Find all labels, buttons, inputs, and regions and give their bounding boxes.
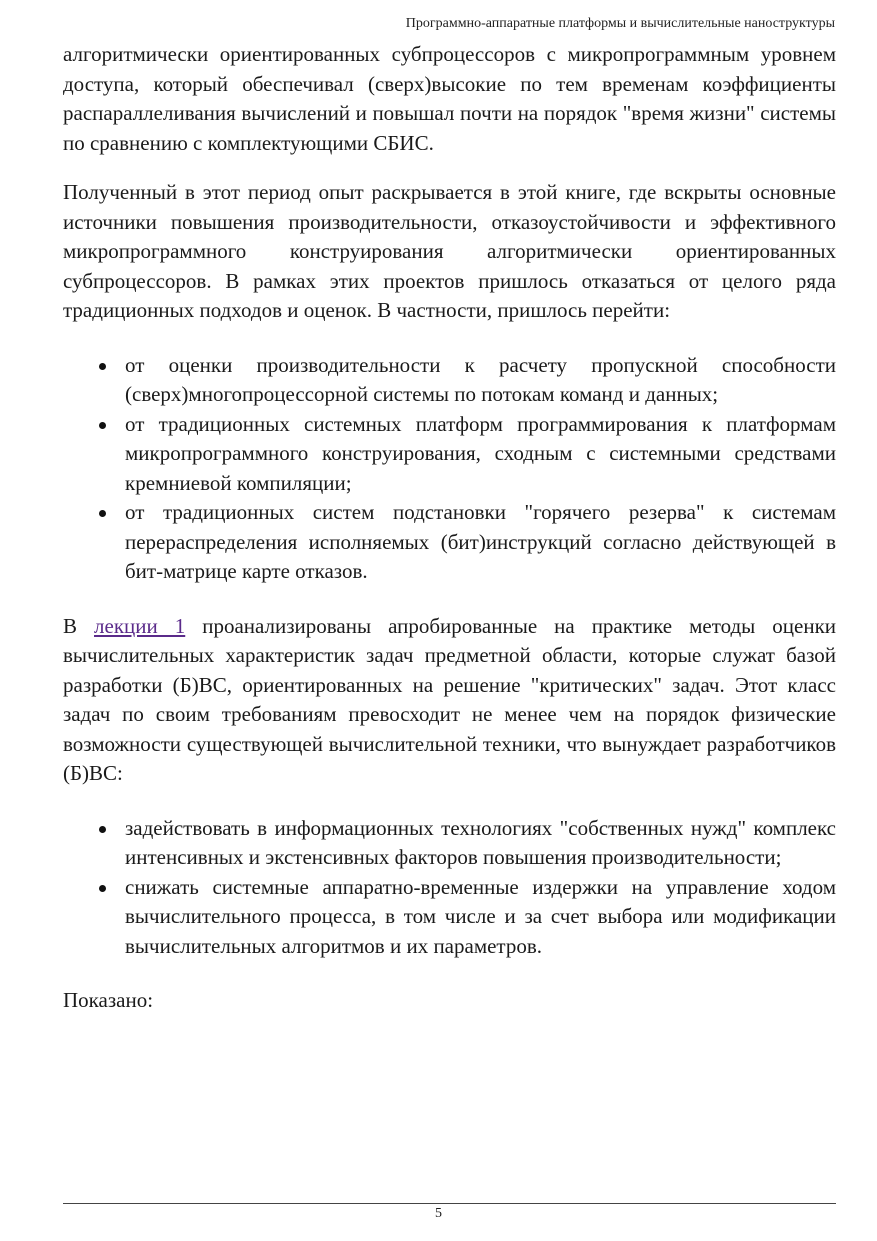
lecture-1-link[interactable]: лекции 1 (94, 613, 186, 638)
list-item: от оценки производительности к расчету пропускной способности (сверх)многопроцессорной системы по потокам команд и данных; (63, 351, 836, 410)
paragraph-3: В лекции 1 проанализированы апробированные на практике методы оценки вычислительных характеристик задач предметной области, которые служат базой разработки (Б)ВС, ориентированных на решение "критических" задач. Этот класс задач по своим требованиям превосходит не менее чем на порядок физические возможности существующей вычислительной техники, что вынуждает разработчиков (Б)ВС: (63, 613, 837, 785)
list-item: от традиционных систем подстановки "горячего резерва" к системам перераспределения исполняемых (бит)инструкций согласно действующей в бит-матрице карте отказов. (63, 498, 836, 587)
bullet-icon (99, 363, 106, 370)
paragraph-1: алгоритмически ориентированных субпроцессоров с микропрограммным уровнем доступа, который обеспечивал (сверх)высокие по тем временам коэффициенты распараллеливания вычислений и повышал почти на порядок "время жизни" системы по сравнению с комплектующими СБИС. (63, 42, 836, 155)
page-body (63, 40, 836, 1016)
bullet-list-1 (63, 351, 836, 587)
bullet-list-2 (63, 814, 836, 962)
list-item: снижать системные аппаратно-временные издержки на управление ходом вычислительного процесса, в том числе и за счет выбора или модификации вычислительных алгоритмов и их параметров. (63, 873, 836, 962)
bullet-icon (99, 510, 106, 517)
bullet-icon (99, 826, 106, 833)
page-number: 5 (435, 1206, 442, 1221)
bullet-icon (99, 422, 106, 429)
footer-divider (63, 1203, 836, 1204)
list-item: от традиционных системных платформ программирования к платформам микропрограммного конструирования, сходным с системными средствами кремниевой компиляции; (63, 410, 836, 499)
running-header: Программно-аппаратные платформы и вычислительные наноструктуры (405, 16, 835, 31)
list-item: задействовать в информационных технологиях "собственных нужд" комплекс интенсивных и экстенсивных факторов повышения производительности; (63, 814, 836, 873)
paragraph-2: Полученный в этот период опыт раскрывается в этой книге, где вскрыты основные источники повышения производительности, отказоустойчивости и эффективного микропрограммного конструирования алгоритмически ориентированных субпроцессоров. В рамках этих проектов пришлось отказаться от целого ряда традиционных подходов и оценок. В частности, пришлось перейти: (63, 180, 836, 322)
bullet-icon (99, 885, 106, 892)
paragraph-4: Показано: (63, 988, 154, 1012)
